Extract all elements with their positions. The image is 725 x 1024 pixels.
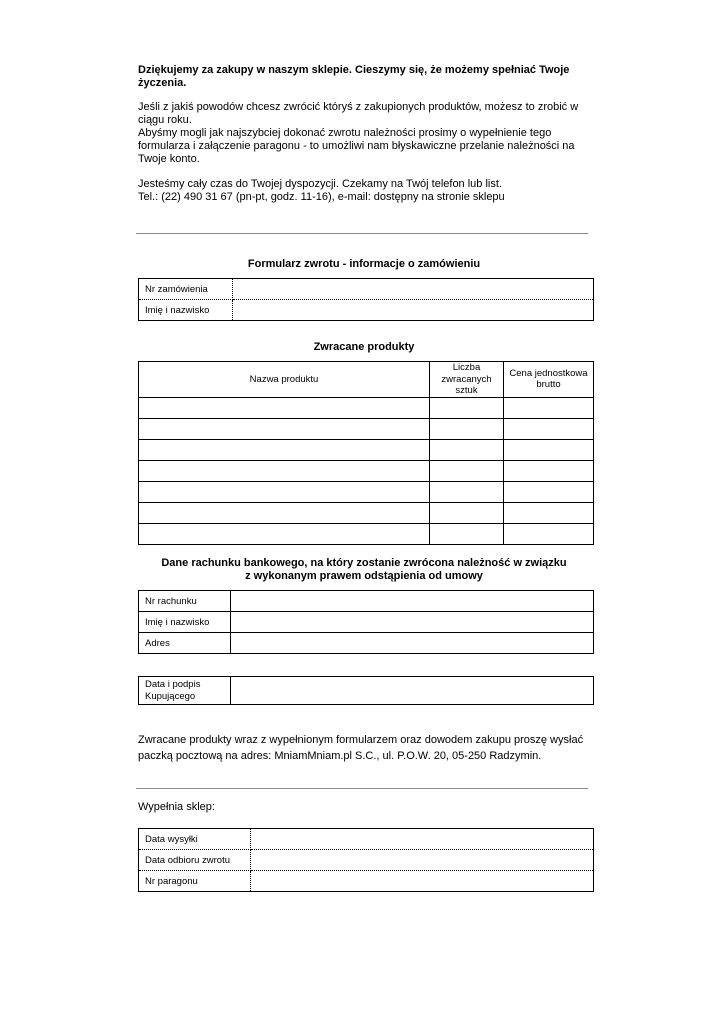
thanks-message: Dziękujemy za zakupy w naszym sklepie. Cieszymy się, że możemy spełniać Twoje życzenia. (138, 64, 570, 89)
contact-phone-text: Tel.: (22) 490 31 67 (pn-pt, godz. 11-16), e-mail: dostępny na stronie sklepu (138, 191, 505, 203)
receipt-number-field[interactable] (251, 871, 594, 892)
divider (136, 788, 588, 789)
column-header-quantity: Liczba zwracanych sztuk (430, 362, 504, 398)
signature-table (138, 676, 594, 705)
table-row (139, 481, 594, 502)
product-name-field[interactable] (139, 460, 430, 481)
contact-text: Jesteśmy cały czas do Twojej dyspozycji. Czekamy na Twój telefon lub list. (138, 178, 502, 190)
unit-price-field[interactable] (504, 502, 594, 523)
unit-price-field[interactable] (504, 439, 594, 460)
account-holder-label: Imię i nazwisko (139, 612, 231, 633)
account-holder-field[interactable] (231, 612, 594, 633)
product-name-field[interactable] (139, 439, 430, 460)
unit-price-field[interactable] (504, 481, 594, 502)
receipt-number-label: Nr paragonu (139, 871, 251, 892)
signature-field[interactable] (231, 677, 594, 705)
unit-price-field[interactable] (504, 460, 594, 481)
bank-details-table (138, 590, 594, 654)
account-number-field[interactable] (231, 591, 594, 612)
signature-label: Data i podpis Kupującego (139, 677, 231, 705)
quantity-field[interactable] (430, 502, 504, 523)
address-field[interactable] (231, 633, 594, 654)
shipping-instructions: Zwracane produkty wraz z wypełnionym formularzem oraz dowodem zakupu proszę wysłać paczką pocztową na adres: MniamMniam.pl S.C., ul. P.O.W. 20, 05-250 Radzymin. (138, 734, 584, 762)
unit-price-field[interactable] (504, 418, 594, 439)
ship-date-field[interactable] (251, 829, 594, 850)
order-number-field[interactable] (233, 279, 594, 300)
product-name-field[interactable] (139, 397, 430, 418)
shop-use-table (138, 828, 594, 892)
quantity-field[interactable] (430, 481, 504, 502)
product-name-field[interactable] (139, 523, 430, 544)
products-table (138, 361, 594, 545)
products-section-title: Zwracane produkty (313, 341, 415, 353)
ship-date-label: Data wysyłki (139, 829, 251, 850)
receipt-date-label: Data odbioru zwrotu (139, 850, 251, 871)
order-info-table (138, 278, 594, 321)
customer-name-field[interactable] (233, 300, 594, 321)
table-row (139, 460, 594, 481)
order-number-label: Nr zamówienia (139, 279, 233, 300)
table-row (139, 418, 594, 439)
quantity-field[interactable] (430, 418, 504, 439)
column-header-unit-price: Cena jednostkowa brutto (504, 362, 594, 398)
quantity-field[interactable] (430, 460, 504, 481)
shop-section-title: Wypełnia sklep: (138, 801, 215, 813)
column-header-product-name: Nazwa produktu (139, 362, 430, 398)
unit-price-field[interactable] (504, 523, 594, 544)
order-section-title: Formularz zwrotu - informacje o zamówieniu (247, 258, 481, 270)
address-label: Adres (139, 633, 231, 654)
product-name-field[interactable] (139, 481, 430, 502)
return-instructions-text: Abyśmy mogli jak najszybciej dokonać zwrotu należności prosimy o wypełnienie tego formularza i załączenie paragonu - to umożliwi nam błyskawiczne przelanie należności na Twoje konto. (138, 127, 575, 165)
bank-section-title-line2: z wykonanym prawem odstąpienia od umowy (245, 570, 483, 582)
quantity-field[interactable] (430, 397, 504, 418)
account-number-label: Nr rachunku (139, 591, 231, 612)
product-name-field[interactable] (139, 418, 430, 439)
receipt-date-field[interactable] (251, 850, 594, 871)
divider (136, 233, 588, 234)
table-row (139, 439, 594, 460)
quantity-field[interactable] (430, 523, 504, 544)
table-row (139, 502, 594, 523)
return-info-text: Jeśli z jakiś powodów chcesz zwrócić któryś z zakupionych produktów, możesz to zrobić w ciągu roku. (138, 101, 579, 126)
bank-section-title-line1: Dane rachunku bankowego, na który zostanie zwrócona należność w związku (161, 557, 567, 569)
unit-price-field[interactable] (504, 397, 594, 418)
table-row (139, 523, 594, 544)
customer-name-label: Imię i nazwisko (139, 300, 233, 321)
quantity-field[interactable] (430, 439, 504, 460)
table-row (139, 397, 594, 418)
product-name-field[interactable] (139, 502, 430, 523)
